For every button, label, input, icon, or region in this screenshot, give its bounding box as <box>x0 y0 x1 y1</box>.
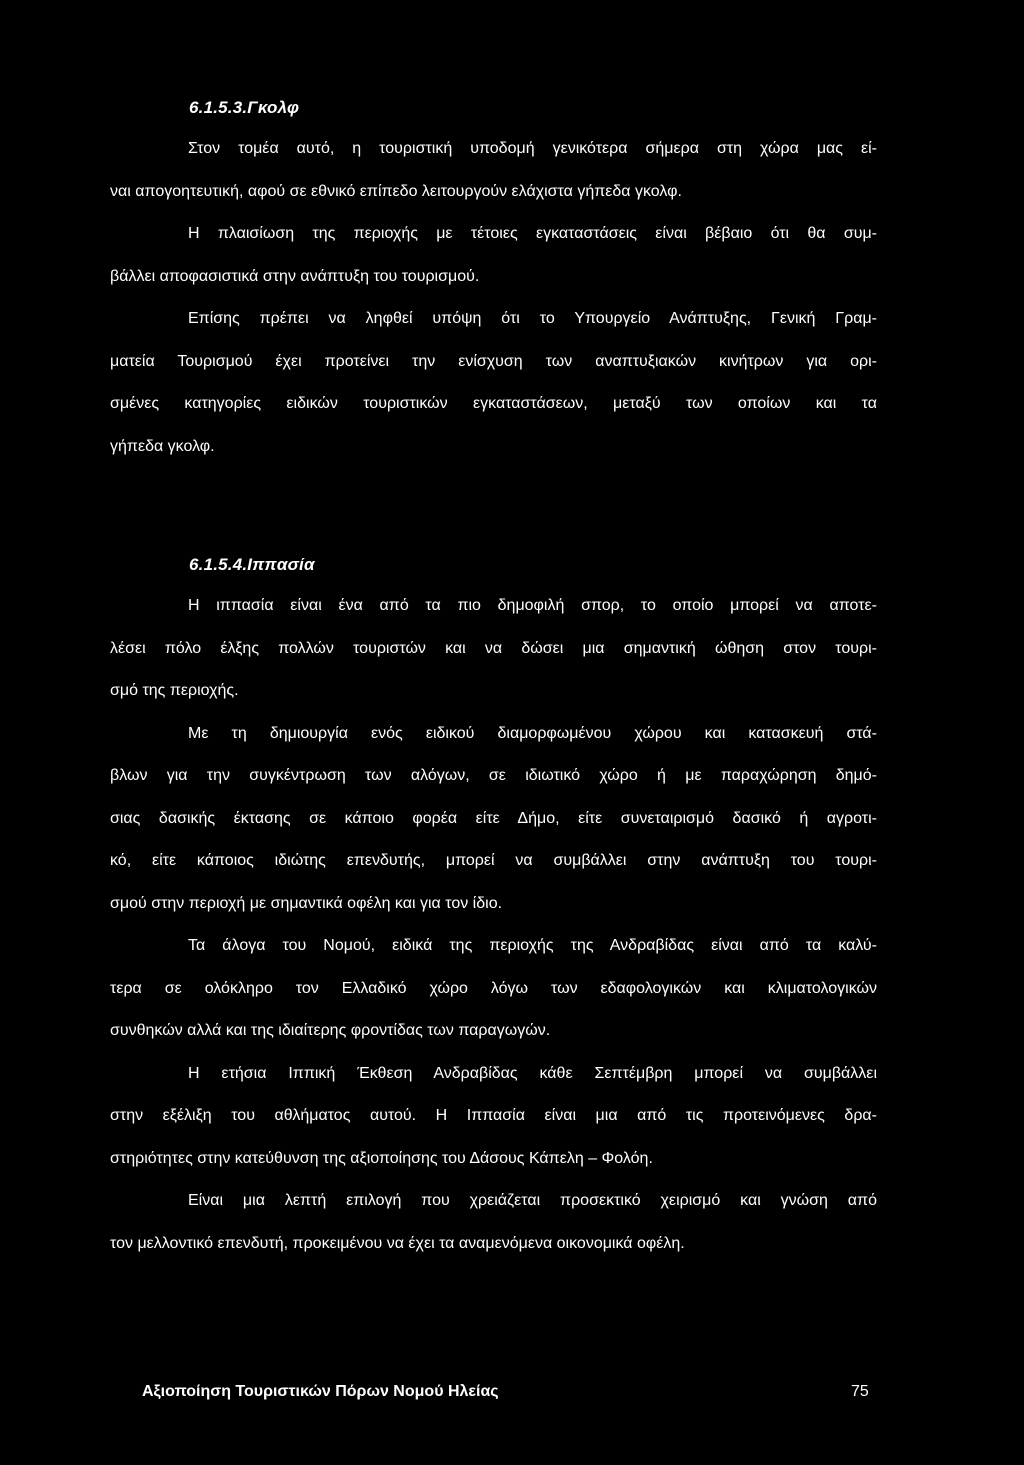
page-number: 75 <box>851 1383 869 1400</box>
text-line: Τα άλογα του Νομού, ειδικά της περιοχής της Ανδραβίδας είναι από τα καλύ- <box>188 937 877 954</box>
text-line: ναι απογοητευτική, αφού σε εθνικό επίπεδο λειτουργούν ελάχιστα γήπεδα γκολφ. <box>110 182 682 200</box>
text-line: σιας δασικής έκτασης σε κάποιο φορέα είτε Δήμο, είτε συνεταιρισμό δασικό ή αγροτι- <box>110 809 877 827</box>
text-line: Είναι μια λεπτή επιλογή που χρειάζεται προσεκτικό χειρισμό και γνώση από <box>188 1192 877 1209</box>
text-line: σμένες κατηγορίες ειδικών τουριστικών εγκαταστάσεων, μεταξύ των οποίων και τα <box>110 395 877 412</box>
text-line: βλων για την συγκέντρωση των αλόγων, σε ιδιωτικό χώρο ή με παραχώρηση δημό- <box>110 767 877 784</box>
section-heading-riding: 6.1.5.4.Ιππασία <box>189 555 315 574</box>
text-line: στην εξέλιξη του αθλήματος αυτού. Η Ιππασία είναι μια από τις προτεινόμενες δρα- <box>110 1107 877 1124</box>
text-line: τον μελλοντικό επενδυτή, προκειμένου να έχει τα αναμενόμενα οικονομικά οφέλη. <box>110 1234 685 1252</box>
text-line: σμού στην περιοχή με σημαντικά οφέλη και για τον ίδιο. <box>110 894 503 912</box>
text-line: ματεία Τουρισμού έχει προτείνει την ενίσχυση των αναπτυξιακών κινήτρων για ορι- <box>110 352 877 370</box>
section-body-riding <box>110 585 877 1265</box>
section-body-golf <box>110 128 877 468</box>
text-line: σμό της περιοχής. <box>110 682 239 699</box>
text-line: λέσει πόλο έλξης πολλών τουριστών και να δώσει μια σημαντική ώθηση στον τουρι- <box>110 639 877 657</box>
text-line: βάλλει αποφασιστικά στην ανάπτυξη του τουρισμού. <box>110 267 480 285</box>
text-line: Η ιππασία είναι ένα από τα πιο δημοφιλή σπορ, το οποίο μπορεί να αποτε- <box>188 597 877 614</box>
text-line: Με τη δημιουργία ενός ειδικού διαμορφωμένου χώρου και κατασκευή στά- <box>188 724 877 742</box>
text-line: τερα σε ολόκληρο τον Ελλαδικό χώρο λόγω των εδαφολογικών και κλιματολογικών <box>110 979 877 997</box>
text-line: κό, είτε κάποιος ιδιώτης επενδυτής, μπορεί να συμβάλλει στην ανάπτυξη του τουρι- <box>110 852 877 869</box>
text-line: Επίσης πρέπει να ληφθεί υπόψη ότι το Υπουργείο Ανάπτυξης, Γενική Γραμ- <box>188 310 877 327</box>
text-line: συνθηκών αλλά και της ιδιαίτερης φροντίδας των παραγωγών. <box>110 1022 551 1039</box>
text-line: Η πλαισίωση της περιοχής με τέτοιες εγκαταστάσεις είναι βέβαιο ότι θα συμ- <box>188 225 877 242</box>
text-line: Στον τομέα αυτό, η τουριστική υποδομή γενικότερα σήμερα στη χώρα μας εί- <box>188 140 877 157</box>
section-heading-golf: 6.1.5.3.Γκολφ <box>189 98 300 117</box>
footer-title: Αξιοποίηση Τουριστικών Πόρων Νομού Ηλείας <box>142 1383 499 1400</box>
text-line: Η ετήσια Ιππική Έκθεση Ανδραβίδας κάθε Σεπτέμβρη μπορεί να συμβάλλει <box>188 1064 877 1082</box>
text-line: στηριότητες στην κατεύθυνση της αξιοποίησης του Δάσους Κάπελη – Φολόη. <box>110 1149 653 1167</box>
text-line: γήπεδα γκολφ. <box>110 437 215 455</box>
